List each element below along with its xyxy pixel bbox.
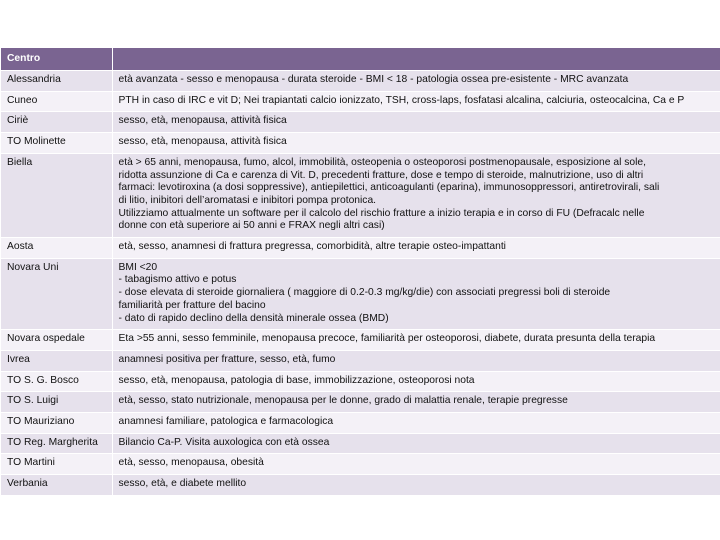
- row-desc: sesso, età, e diabete mellito: [112, 475, 720, 496]
- row-desc: età > 65 anni, menopausa, fumo, alcol, immobilità, osteopenia o osteoporosi postmenopausale, esposizione al sole, ridotta assunzione di Ca e carenza di Vit. D, precedenti fratture, dose e tempo di steroide, malnutrizione, uso di altri farmaci: levotiroxina (a dosi soppressive), antiepilettici, anticoagulanti (eparina), immunosoppressori, antiretrovirali, sali di litio, inibitori dell’aromatasi e inibitori pompa protonica. Utilizziamo attualmente un software per il calcolo del rischio fratture a inizio terapia e in corso di FU (Defracalc nelle donne con età superiore ai 50 anni e FRAX negli altri casi): [112, 153, 720, 237]
- table-row: [1, 330, 720, 351]
- table-row: [1, 258, 720, 330]
- row-centro: TO Martini: [1, 454, 112, 475]
- row-desc: sesso, età, menopausa, patologia di base, immobilizzazione, osteoporosi nota: [112, 371, 720, 392]
- row-centro: Verbania: [1, 475, 112, 496]
- table-row: [1, 153, 720, 237]
- row-desc: sesso, età, menopausa, attività fisica: [112, 133, 720, 154]
- table-row: [1, 71, 720, 92]
- row-centro: TO Mauriziano: [1, 413, 112, 434]
- row-desc: PTH in caso di IRC e vit D; Nei trapiantati calcio ionizzato, TSH, cross-laps, fosfatasi alcalina, calciuria, osteocalcina, Ca e P: [112, 91, 720, 112]
- row-centro: Novara Uni: [1, 258, 112, 330]
- table-row: [1, 454, 720, 475]
- row-desc: età, sesso, stato nutrizionale, menopausa per le donne, grado di malattia renale, terapie pregresse: [112, 392, 720, 413]
- row-desc: BMI <20 - tabagismo attivo e potus - dose elevata di steroide giornaliera ( maggiore di 0.2-0.3 mg/kg/die) con associati pregressi boli di steroide familiarità per fratture del bacino - dato di rapido declino della densità minerale ossea (BMD): [112, 258, 720, 330]
- risk-factors-table: [1, 48, 720, 496]
- row-desc: sesso, età, menopausa, attività fisica: [112, 112, 720, 133]
- table-row: [1, 371, 720, 392]
- row-desc: Bilancio Ca-P. Visita auxologica con età ossea: [112, 433, 720, 454]
- header-fattori: [112, 48, 720, 71]
- row-centro: Biella: [1, 153, 112, 237]
- row-centro: TO Molinette: [1, 133, 112, 154]
- header-centro: Centro: [1, 48, 112, 71]
- table-row: [1, 238, 720, 259]
- table-header-row: [1, 48, 720, 71]
- row-desc: età, sesso, menopausa, obesità: [112, 454, 720, 475]
- row-centro: Alessandria: [1, 71, 112, 92]
- row-desc: età avanzata - sesso e menopausa - durata steroide - BMI < 18 - patologia ossea pre-esistente - MRC avanzata: [112, 71, 720, 92]
- row-centro: Ciriè: [1, 112, 112, 133]
- table-row: [1, 392, 720, 413]
- table-row: [1, 350, 720, 371]
- table-row: [1, 433, 720, 454]
- table-row: [1, 133, 720, 154]
- row-centro: TO S. G. Bosco: [1, 371, 112, 392]
- row-centro: TO Reg. Margherita: [1, 433, 112, 454]
- row-desc: anamnesi positiva per fratture, sesso, età, fumo: [112, 350, 720, 371]
- table-row: [1, 112, 720, 133]
- row-desc: età, sesso, anamnesi di frattura pregressa, comorbidità, altre terapie osteo-impattanti: [112, 238, 720, 259]
- row-desc: Eta >55 anni, sesso femminile, menopausa precoce, familiarità per osteoporosi, diabete, durata presunta della terapia: [112, 330, 720, 351]
- table-row: [1, 475, 720, 496]
- row-centro: TO S. Luigi: [1, 392, 112, 413]
- row-centro: Ivrea: [1, 350, 112, 371]
- row-centro: Aosta: [1, 238, 112, 259]
- table-row: [1, 91, 720, 112]
- row-desc: anamnesi familiare, patologica e farmacologica: [112, 413, 720, 434]
- table-row: [1, 413, 720, 434]
- row-centro: Novara ospedale: [1, 330, 112, 351]
- row-centro: Cuneo: [1, 91, 112, 112]
